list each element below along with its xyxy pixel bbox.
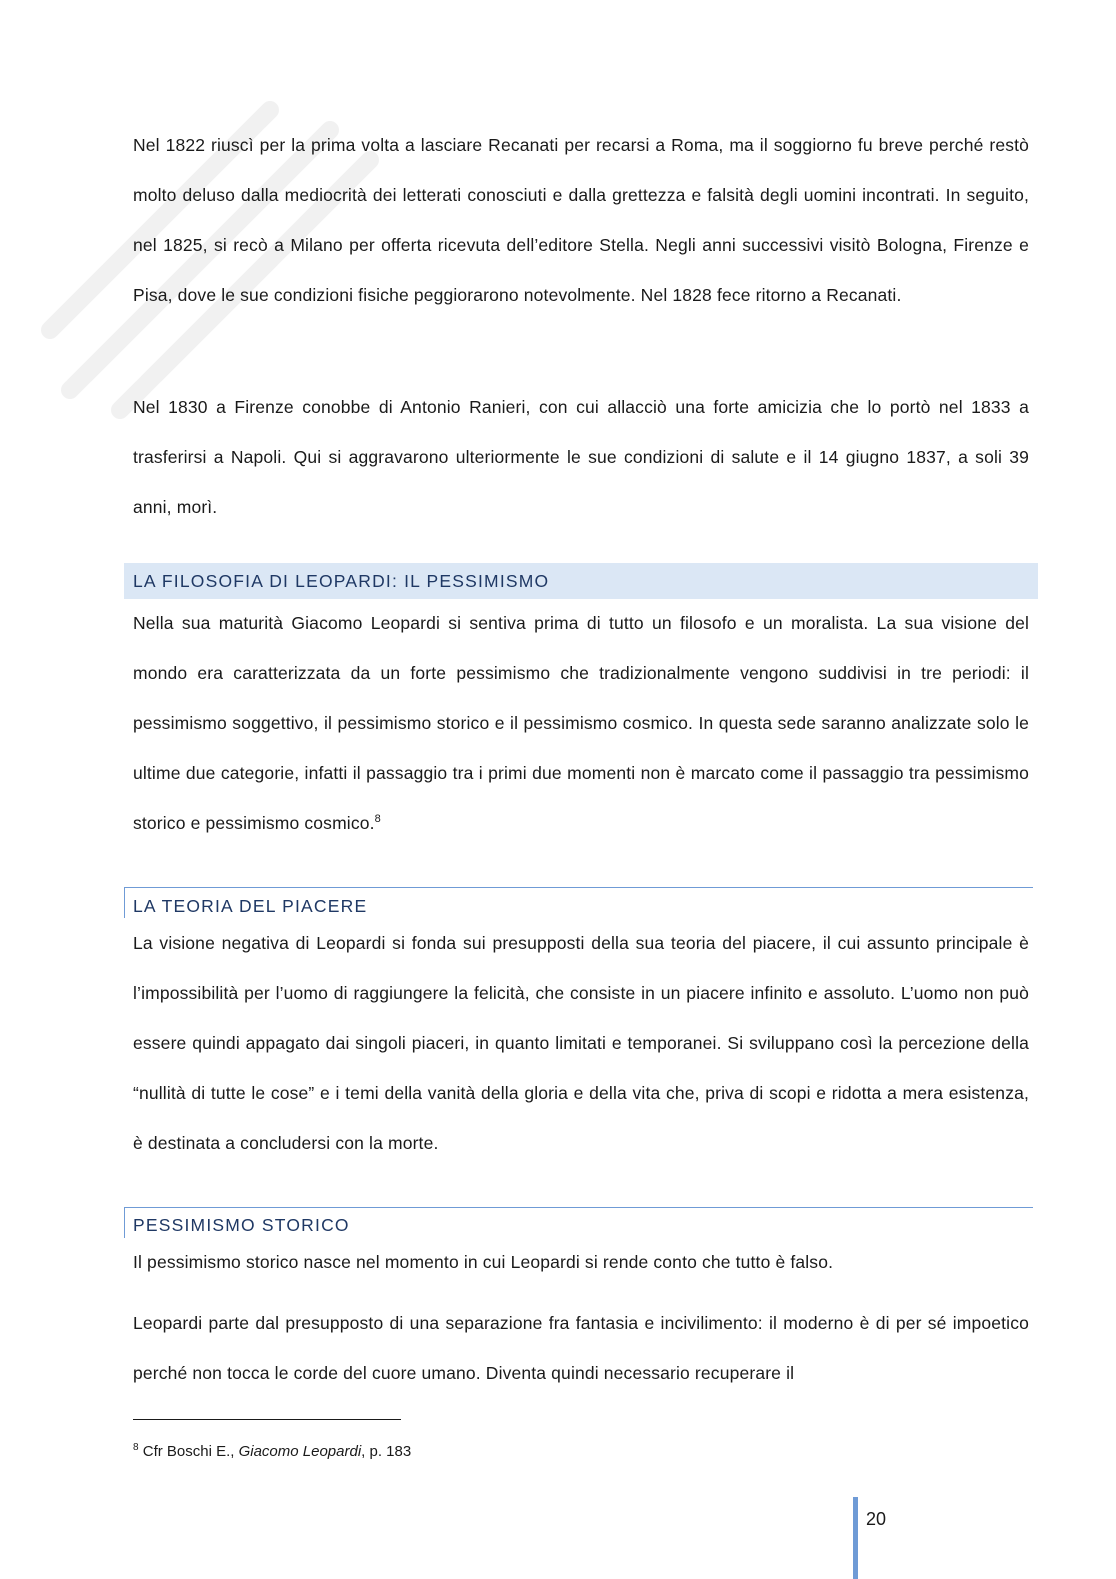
footnote-suffix: , p. 183: [361, 1443, 412, 1460]
footnote: [133, 1442, 411, 1460]
footnote-title: Giacomo Leopardi: [238, 1443, 362, 1460]
section-heading-historical: PESSIMISMO STORICO: [133, 1215, 350, 1235]
section-heading-pleasure: LA TEORIA DEL PIACERE: [133, 896, 368, 916]
footnote-number: 8: [133, 1442, 139, 1453]
paragraph-pessimism-intro-text: Nella sua maturità Giacomo Leopardi si sentiva prima di tutto un filosofo e un moralista. La sua visione del mondo era caratterizzata da un forte pessimismo che tradizionalmente vengono suddivisi in tre periodi: il pessimismo soggettivo, il pessimismo storico e il pessimismo cosmico. In questa sede saranno analizzate solo le ultime due categorie, infatti il passaggio tra i primi due momenti non è marcato come il passaggio tra pessimismo storico e pessimismo cosmico.: [133, 613, 1029, 833]
paragraph-fantasy-civilization: Leopardi parte dal presupposto di una separazione fra fantasia e incivilimento: il moderno è di per sé impoetico perché non tocca le corde del cuore umano. Diventa quindi necessario recuperare il: [133, 1313, 1029, 1383]
paragraph-naples-death: Nel 1830 a Firenze conobbe di Antonio Ranieri, con cui allacciò una forte amicizia che lo portò nel 1833 a trasferirsi a Napoli. Qui si aggravarono ulteriormente le sue condizioni di salute e il 14 giugno 1837, a soli 39 anni, morì.: [133, 397, 1029, 517]
footnote-separator: [133, 1419, 401, 1420]
paragraph-pleasure-theory: La visione negativa di Leopardi si fonda sui presupposti della sua teoria del piacere, il cui assunto principale è l’impossibilità per l’uomo di raggiungere la felicità, che consiste in un piacere infinito e assoluto. L’uomo non può essere quindi appagato dai singoli piaceri, in quanto limitati e temporanei. Si sviluppano così la percezione della “nullità di tutte le cose” e i temi della vanità della gloria e della vita che, priva di scopi e ridotta a mera esistenza, è destinata a concludersi con la morte.: [133, 933, 1029, 1153]
footnote-reference[interactable]: 8: [374, 813, 381, 826]
paragraph-pessimism-intro: [133, 598, 1029, 848]
paragraph-rome-milan: Nel 1822 riuscì per la prima volta a lasciare Recanati per recarsi a Roma, ma il soggiorno fu breve perché restò molto deluso dalla mediocrità dei letterati conosciuti e dalla grettezza e falsità degli uomini incontrati. In seguito, nel 1825, si recò a Milano per offerta ricevuta dell’editore Stella. Negli anni successivi visitò Bologna, Firenze e Pisa, dove le sue condizioni fisiche peggiorarono notevolmente. Nel 1828 fece ritorno a Recanati.: [133, 135, 1029, 305]
footnote-prefix: Cfr Boschi E.,: [142, 1443, 239, 1460]
page-number-accent: [853, 1497, 858, 1579]
page-number: 20: [866, 1509, 887, 1529]
paragraph-historical-intro: Il pessimismo storico nasce nel momento in cui Leopardi si rende conto che tutto è falso.: [133, 1252, 834, 1272]
section-heading-philosophy: LA FILOSOFIA DI LEOPARDI: IL PESSIMISMO: [133, 571, 550, 591]
